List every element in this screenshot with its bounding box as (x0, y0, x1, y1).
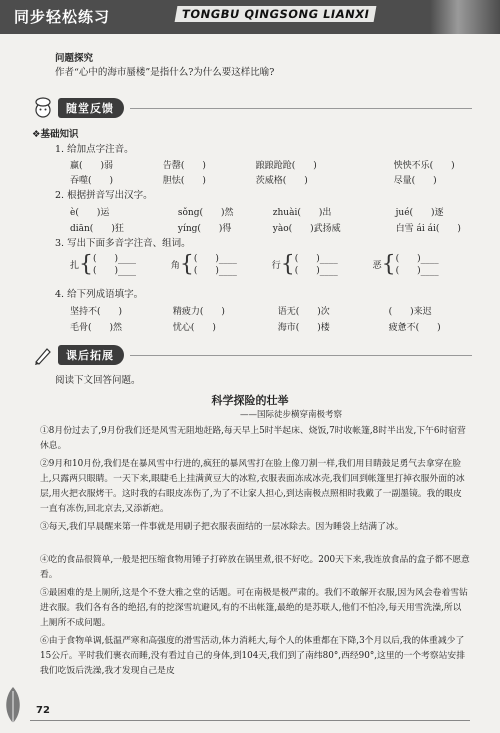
header-title-cn: 同步轻松练习 (14, 8, 111, 26)
banner-divider (130, 355, 472, 356)
q1-item: 告罄( ) (162, 161, 206, 171)
q1-row-1 (70, 158, 455, 171)
q3-row (70, 253, 445, 277)
q1-item: 尽量( ) (393, 176, 437, 186)
basic-knowledge-heading: ❖基础知识 (32, 129, 79, 140)
q2-item: sǒng( )然 (177, 208, 234, 218)
q2-row-1 (70, 205, 444, 218)
polyphone-group: 扎{( )____ ( )____ (70, 252, 137, 277)
polyphone-char: 角 (170, 260, 180, 271)
q4-item: 语无( )次 (277, 307, 330, 317)
q2-item: 白雪 ái ái( ) (395, 224, 461, 234)
q1-item: 吞噬( ) (70, 176, 114, 186)
q2-item: jué( )逐 (395, 208, 444, 218)
section-banner-feedback (32, 96, 472, 120)
footer-divider (30, 720, 470, 721)
q3-label: 3. 写出下面多音字注音、组词。 (55, 238, 191, 249)
article-subtitle: ——国际徒步横穿南极考察 (240, 410, 343, 420)
answer-blank: ( )____ (193, 254, 237, 264)
answer-blank: ( )____ (294, 254, 338, 264)
q1-item: 赢( )弱 (70, 161, 114, 171)
polyphone-char: 恶 (372, 260, 382, 271)
polyphone-char: 扎 (70, 260, 80, 271)
q2-item: yào( )武扬威 (272, 224, 341, 234)
header-decoration (430, 0, 500, 34)
polyphone-group: 角{( )____ ( )____ (170, 252, 237, 277)
section-banner-label: 课后拓展 (58, 345, 124, 365)
article-paragraph: ③每天,我们早晨醒来第一件事就是用刷子把衣服表面结的一层冰除去。因为睡袋上结满了冰。 (40, 522, 404, 532)
answer-blank: ( )____ (93, 254, 137, 264)
chef-icon (32, 97, 54, 119)
article-paragraph: ⑥由于食物单调,低温严寒和高强度的滑雪活动,体力消耗大,每个人的体重都在下降,3个月以后,我的体重减少了15公斤。平时我们裹衣而睡,没有看过自己的身体,到104天,我们到了南纬80°,西经90°,这里的一个考察站安排我们吃饭后洗澡,我才发现自己是皮 (40, 636, 466, 676)
q4-row-2 (70, 320, 441, 333)
q4-label: 4. 给下列成语填字。 (55, 289, 144, 300)
q1-item: 踉踉跄跄( ) (255, 161, 317, 171)
answer-blank: ( )____ (93, 266, 137, 276)
article-title: 科学探险的壮举 (211, 394, 289, 407)
q4-item: 忧心( ) (172, 323, 216, 333)
q1-label: 1. 给加点字注音。 (55, 144, 134, 155)
article-paragraph: ②9月和10月份,我们是在暴风雪中行进的,疯狂的暴风雪打在脸上像刀割一样,我们用目睛鼓足勇气去拿穿在脸上,只露两只眼睛。一天下来,眼睫毛上挂满黄豆大的冰粒,衣服表面冻成冰壳,我们回到帐篷里打掉衣服外面的冰层,用火把衣服烤干。这时我的右眼皮冻伤了,为了不让家人担心,到达南极点照相时我戴了一副墨镜。我的眼皮一直有冻伤,回北京去,又添新疤。 (40, 459, 465, 514)
q4-item: 坚持不( ) (70, 307, 123, 317)
polyphone-group: 行{( )____ ( )____ (271, 252, 338, 277)
q2-label: 2. 根据拼音写出汉字。 (55, 190, 153, 201)
q4-item: 海市( )楼 (277, 323, 330, 333)
q2-item: è( )运 (70, 208, 110, 218)
page-number: 72 (36, 705, 50, 716)
inquiry-question: 作者“心中的海市蜃楼”是指什么?为什么要这样比喻? (55, 67, 275, 78)
answer-blank: ( )____ (395, 254, 439, 264)
q4-item: 毛骨( )然 (70, 323, 123, 333)
answer-blank: ( )____ (395, 266, 439, 276)
section-banner-extension (32, 343, 472, 367)
q1-item: 胆怯( ) (162, 176, 206, 186)
article-paragraph: ⑤最困难的是上厕所,这是个不登大雅之堂的话题。可在南极是极严肃的。我们不敢解开衣服,因为风会卷着雪钻进衣服。我们各有各的绝招,有的挖深雪坑避风,有的不出帐篷,最绝的是苏联人,他们不怕冷,每天用雪洗澡,所以上厕所不成问题。 (40, 588, 468, 628)
section-banner-label: 随堂反馈 (58, 98, 124, 118)
banner-divider (130, 108, 472, 109)
header-title-pinyin: TONGBU QINGSONG LIANXI (175, 6, 377, 22)
article-paragraph: ④吃的食品很简单,一般是把压缩食物用锤子打碎放在锅里煮,很不好吃。200天下来,我连放食品的盒子都不愿意看。 (40, 555, 470, 580)
q4-item: ( )来迟 (388, 307, 432, 317)
answer-blank: ( )____ (294, 266, 338, 276)
q1-item: 茨威格( ) (255, 176, 308, 186)
q1-item: 怏怏不乐( ) (393, 161, 455, 171)
inquiry-heading: 问题探究 (55, 53, 94, 64)
q2-item: zhuài( )出 (272, 208, 332, 218)
polyphone-group: 恶{( )____ ( )____ (372, 252, 439, 277)
q4-item: 精疲力( ) (172, 307, 225, 317)
q2-item: yíng( )得 (177, 224, 232, 234)
q4-row-1 (70, 304, 432, 317)
pen-icon (32, 344, 54, 366)
leaf-decoration-icon (2, 685, 24, 725)
article-paragraph: ①8月份过去了,9月份我们还是风雪无阻地赶路,每天早上5时半起床、烧饭,7时收帐篷,8时半出发,下午6时宿营休息。 (40, 426, 466, 451)
q2-row-2 (70, 221, 461, 234)
reading-instruction: 阅读下文回答问题。 (55, 375, 141, 386)
q4-item: 疲惫不( ) (388, 323, 441, 333)
q1-row-2 (70, 173, 437, 186)
polyphone-char: 行 (271, 260, 281, 271)
answer-blank: ( )____ (193, 266, 237, 276)
q2-item: diān( )狂 (70, 224, 124, 234)
